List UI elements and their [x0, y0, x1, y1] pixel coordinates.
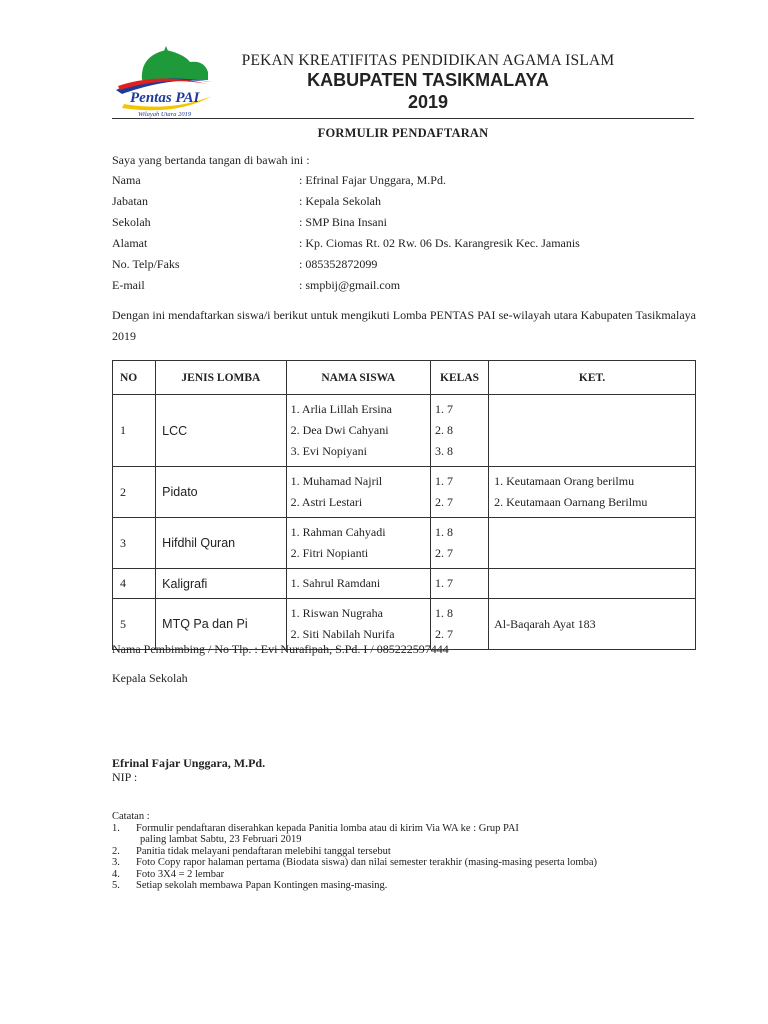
- header-jenis-lomba: JENIS LOMBA: [156, 361, 286, 395]
- field-row: [112, 173, 712, 189]
- cell-nama-siswa: [286, 569, 430, 599]
- cell-kelas: [430, 569, 488, 599]
- cell-no: 1: [113, 395, 156, 467]
- header-line-2: KABUPATEN TASIKMALAYA: [307, 70, 549, 90]
- table-header-row: [113, 361, 696, 395]
- field-row: [112, 194, 712, 210]
- header-no: NO: [113, 361, 156, 395]
- intro-text: Saya yang bertanda tangan di bawah ini :: [112, 153, 310, 167]
- cell-kelas-line: 1. 7: [434, 402, 453, 416]
- cell-jenis-lomba: MTQ Pa dan Pi: [156, 599, 286, 650]
- note-text: Setiap sekolah membawa Papan Kontingen masing-masing.: [136, 880, 388, 891]
- cell-nama-siswa-line: 2. Astri Lestari: [290, 495, 363, 509]
- note-item: [112, 880, 672, 892]
- note-text: Foto 3X4 = 2 lembar: [136, 868, 225, 880]
- field-label: No. Telp/Faks: [112, 257, 180, 271]
- nip-label: NIP :: [112, 770, 138, 784]
- cell-kelas-line: 1. 7: [434, 576, 453, 590]
- field-value: : Kp. Ciomas Rt. 02 Rw. 06 Ds. Karangresik Kec. Jamanis: [299, 236, 580, 250]
- pentas-pai-logo: [112, 42, 224, 124]
- note-item: [112, 846, 672, 858]
- cell-kelas-line: 2. 7: [434, 546, 453, 560]
- header-ket: KET.: [489, 361, 696, 395]
- cell-ket: [489, 395, 696, 467]
- cell-no: 3: [113, 518, 156, 569]
- cell-kelas-line: 2. 7: [434, 495, 453, 509]
- field-label: Alamat: [112, 236, 148, 250]
- field-label: Nama: [112, 173, 141, 187]
- cell-jenis-lomba: LCC: [156, 395, 286, 467]
- participants-table: [112, 360, 696, 650]
- logo-subtext: Wilayah Utara 2019: [138, 111, 192, 118]
- cell-nama-siswa: [286, 467, 430, 518]
- field-value: : SMP Bina Insani: [299, 215, 387, 229]
- kepala-sekolah-label: Kepala Sekolah: [112, 671, 188, 685]
- cell-nama-siswa-line: 1. Rahman Cahyadi: [290, 525, 386, 539]
- notes-title: Catatan :: [112, 811, 150, 822]
- header-divider: [112, 118, 694, 119]
- note-text: Formulir pendaftaran diserahkan kepada Panitia lomba atau di kirim Via WA ke : Grup PAI: [136, 822, 519, 834]
- note-number: 3.: [112, 857, 120, 868]
- cell-no: 5: [113, 599, 156, 650]
- cell-kelas-line: 2. 7: [434, 627, 453, 641]
- cell-kelas-line: 1. 7: [434, 474, 453, 488]
- cell-nama-siswa-line: 1. Sahrul Ramdani: [290, 576, 381, 590]
- note-item: [112, 857, 672, 869]
- cell-nama-siswa-line: 2. Fitri Nopianti: [290, 546, 369, 560]
- field-row: [112, 257, 712, 273]
- cell-kelas-line: 2. 8: [434, 423, 453, 437]
- cell-ket-line: Al-Baqarah Ayat 183: [494, 616, 596, 631]
- cell-nama-siswa-line: 1. Muhamad Najril: [290, 474, 383, 488]
- cell-kelas: [430, 518, 488, 569]
- cell-ket-line: 2. Keutamaan Oarnang Berilmu: [494, 495, 648, 509]
- field-label: E-mail: [112, 278, 145, 292]
- header-nama-siswa: NAMA SISWA: [286, 361, 430, 395]
- notes-section: [112, 811, 672, 892]
- cell-ket: [489, 467, 696, 518]
- cell-nama-siswa-line: 3. Evi Nopiyani: [290, 444, 367, 458]
- note-number: 1.: [112, 822, 120, 834]
- cell-nama-siswa-line: 2. Siti Nabilah Nurifa: [290, 627, 395, 641]
- table-body: [113, 395, 696, 650]
- header-kelas: KELAS: [430, 361, 488, 395]
- signer-name: Efrinal Fajar Unggara, M.Pd.: [112, 756, 266, 770]
- cell-kelas-line: 1. 8: [434, 525, 453, 539]
- note-item: [112, 823, 672, 835]
- logo-text: Pentas PAI: [130, 90, 200, 106]
- cell-ket-line: 1. Keutamaan Orang berilmu: [494, 474, 635, 488]
- pembimbing-line: Nama Pembimbing / No Tlp. : Evi Nurafipah, S.Pd. I / 085222597444: [112, 642, 449, 656]
- form-title: FORMULIR PENDAFTARAN: [317, 126, 489, 140]
- field-value: : Efrinal Fajar Unggara, M.Pd.: [299, 173, 446, 187]
- note-item: [112, 869, 672, 881]
- cell-kelas: [430, 467, 488, 518]
- field-row: [112, 278, 712, 294]
- cell-no: 4: [113, 569, 156, 599]
- table-row: [113, 467, 696, 518]
- cell-jenis-lomba: Pidato: [156, 467, 286, 518]
- table-row: [113, 569, 696, 599]
- cell-kelas-line: 1. 8: [434, 606, 453, 620]
- cell-jenis-lomba: Hifdhil Quran: [156, 518, 286, 569]
- table-row: [113, 395, 696, 467]
- cell-nama-siswa-line: 1. Arlia Lillah Ersina: [290, 402, 392, 416]
- cell-kelas-line: 3. 8: [434, 444, 453, 458]
- field-value: : Kepala Sekolah: [299, 194, 381, 208]
- cell-ket: [489, 599, 696, 650]
- cell-jenis-lomba: Kaligrafi: [156, 569, 286, 599]
- field-value: : smpbij@gmail.com: [299, 278, 401, 292]
- note-number: 2.: [112, 845, 120, 857]
- cell-nama-siswa: [286, 518, 430, 569]
- notes-list: [112, 823, 672, 892]
- note-text: Foto Copy rapor halaman pertama (Biodata siswa) dan nilai semester terakhir (masing-masing peserta lomba): [136, 857, 597, 868]
- header-line-3: 2019: [407, 92, 449, 112]
- cell-nama-siswa-line: 2. Dea Dwi Cahyani: [290, 423, 389, 437]
- cell-nama-siswa: [286, 395, 430, 467]
- field-value: : 085352872099: [299, 257, 378, 271]
- cell-nama-siswa-line: 1. Riswan Nugraha: [290, 606, 383, 620]
- note-number: 5.: [112, 880, 120, 891]
- note-subtext: paling lambat Sabtu, 23 Februari 2019: [140, 834, 302, 845]
- cell-ket: [489, 569, 696, 599]
- registration-paragraph: Dengan ini mendaftarkan siswa/i berikut untuk mengikuti Lomba PENTAS PAI se-wilayah utara Kabupaten Tasikmalaya 2019: [112, 308, 696, 343]
- cell-kelas: [430, 395, 488, 467]
- field-row: [112, 215, 712, 231]
- field-label: Sekolah: [112, 215, 151, 229]
- header-line-1: PEKAN KREATIFITAS PENDIDIKAN AGAMA ISLAM: [241, 52, 615, 69]
- cell-no: 2: [113, 467, 156, 518]
- field-row: [112, 236, 712, 252]
- field-label: Jabatan: [112, 194, 148, 208]
- table-row: [113, 518, 696, 569]
- cell-ket: [489, 518, 696, 569]
- note-number: 4.: [112, 868, 120, 880]
- note-text: Panitia tidak melayani pendaftaran melebihi tanggal tersebut: [136, 845, 391, 857]
